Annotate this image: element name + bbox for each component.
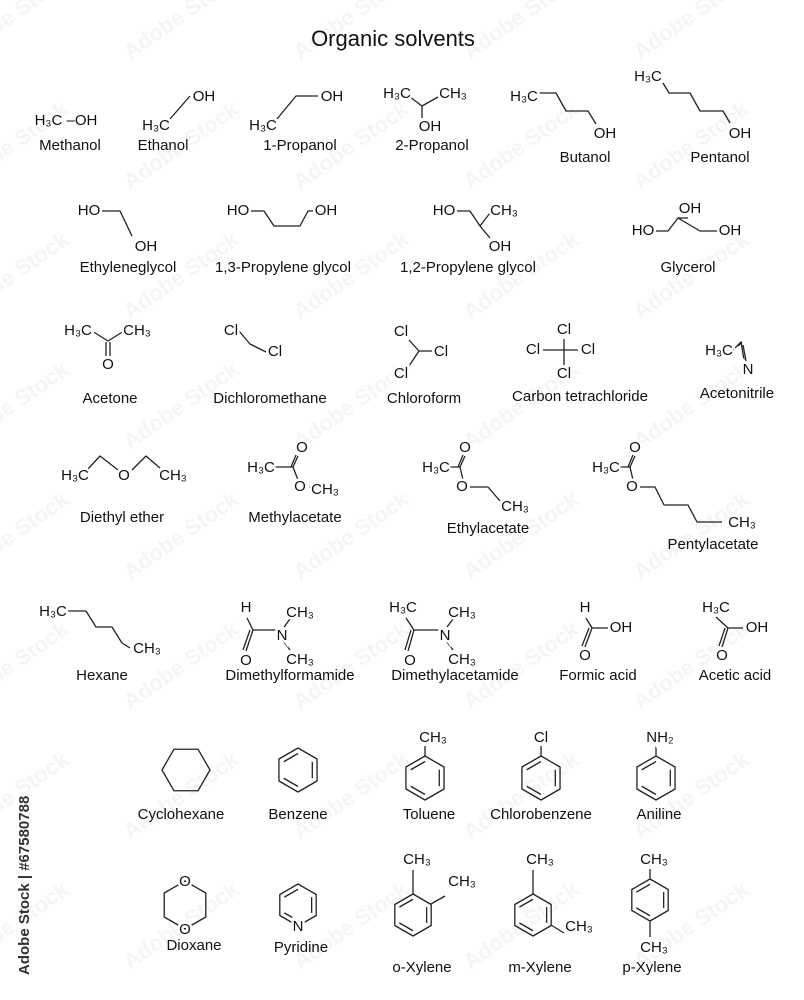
- molecule-name: 2-Propanol: [395, 137, 469, 154]
- watermark-tile: [119, 616, 244, 714]
- watermark-tile: [119, 746, 244, 844]
- bond-lines: [457, 211, 490, 238]
- bond-lines: [239, 331, 266, 352]
- atom-label: CH₃: [439, 85, 467, 102]
- molecule-name: Pyridine: [273, 939, 329, 956]
- atom-label: O: [629, 439, 641, 456]
- molecule-name: 1,3-Propylene glycol: [215, 259, 351, 276]
- atom-label: OH: [488, 238, 512, 255]
- watermark-tile: [0, 746, 74, 844]
- atom-label: HO: [226, 202, 250, 219]
- atom-label: CH₃: [728, 514, 756, 531]
- atom-label: O: [459, 439, 471, 456]
- atom-label: H₃C: [634, 68, 662, 85]
- atom-label: OH: [593, 125, 617, 142]
- atom-label: H₃C: [383, 85, 411, 102]
- watermark-tile: [0, 486, 74, 584]
- molecule-name: Dimethylacetamide: [391, 667, 519, 684]
- molecule-methylacetate: [247, 439, 342, 526]
- molecule-name: Glycerol: [660, 259, 716, 276]
- atom-label: H₃C: [705, 342, 733, 359]
- molecule-benzene: [268, 748, 327, 823]
- atom-label: H₃C: [61, 467, 89, 484]
- bond-lines: [277, 96, 318, 119]
- atom-label: O: [404, 652, 416, 669]
- diagram-title: Organic solvents: [311, 26, 475, 51]
- watermark-tile: [629, 356, 754, 454]
- molecule-name: Chloroform: [386, 390, 462, 407]
- atom-label: CH₃: [490, 202, 518, 219]
- ring: [406, 756, 444, 800]
- bond-lines: [250, 211, 313, 226]
- molecule-diethyl-ether: [61, 456, 187, 526]
- molecule-name: Benzene: [268, 806, 328, 823]
- watermark-tile: [119, 0, 244, 64]
- ring: [637, 756, 675, 800]
- molecule-name: Toluene: [402, 806, 456, 823]
- atom-label: H: [579, 599, 591, 616]
- molecule-name: o-Xylene: [392, 959, 452, 976]
- molecule-name: Pentylacetate: [667, 536, 759, 553]
- atom-label: OH: [718, 222, 742, 239]
- atom-label: O: [626, 478, 638, 495]
- atom-label: Cl: [433, 343, 449, 360]
- molecule-acetone: [64, 322, 151, 407]
- atom-label: NH₂: [646, 729, 674, 746]
- atom-label: H₃C: [592, 459, 620, 476]
- atom-label: CH₃: [403, 851, 431, 868]
- ring: [632, 879, 668, 921]
- atom-label: O: [716, 647, 728, 664]
- atom-label: OH: [320, 88, 344, 105]
- molecule-name: Ethyleneglycol: [79, 259, 177, 276]
- atom-label: CH₃: [448, 873, 476, 890]
- bond-lines: [413, 870, 445, 904]
- atom-label: CH₃: [419, 729, 447, 746]
- molecule-name: 1,2-Propylene glycol: [400, 259, 536, 276]
- molecule-name: Formic acid: [559, 667, 637, 684]
- bond-lines: [68, 611, 130, 648]
- atom-label: N: [439, 627, 451, 644]
- molecule-name: Carbon tetrachloride: [512, 388, 648, 405]
- molecule-chloroform: [387, 323, 461, 407]
- molecule-name: Pentanol: [690, 149, 750, 166]
- bond-lines: [92, 331, 124, 356]
- molecule-name: Cyclohexane: [137, 806, 225, 823]
- atom-label: HO: [432, 202, 456, 219]
- molecule-dimethylformamide: [225, 599, 354, 684]
- molecule-name: 1-Propanol: [263, 137, 337, 154]
- molecule-toluene: [403, 729, 456, 823]
- atom-label: HO: [631, 222, 655, 239]
- molecule-name: Dichloromethane: [213, 390, 327, 407]
- watermark-tile: [0, 356, 74, 454]
- molecule-pyridine: [274, 884, 328, 956]
- atom-label: Cl: [556, 321, 572, 338]
- bond-lines: [410, 97, 438, 118]
- atom-label: H: [240, 599, 252, 616]
- atom-label: OH: [134, 238, 158, 255]
- atom-label: O: [240, 652, 252, 669]
- molecule-name: Hexane: [76, 667, 128, 684]
- watermark-tile: [0, 616, 74, 714]
- watermark-tile: [289, 746, 414, 844]
- atom-label: O: [296, 439, 308, 456]
- molecule-dimethylacetamide: [389, 599, 519, 684]
- bond-lines: [655, 218, 718, 231]
- watermark-tile: [459, 0, 584, 64]
- watermark-tile: [0, 0, 74, 64]
- atom-label: OH: [418, 118, 442, 135]
- ring: [279, 748, 317, 792]
- watermark-tile: [459, 746, 584, 844]
- watermark-tile: [0, 226, 74, 324]
- atom-label: H₃C –OH: [34, 112, 98, 129]
- watermark-tile: [0, 876, 74, 974]
- molecule-aniline: [636, 729, 681, 823]
- atom-label: CH₃: [448, 651, 476, 668]
- atom-label: CH₃: [640, 939, 668, 956]
- atom-label: HO: [77, 202, 101, 219]
- atom-label: OH: [728, 125, 752, 142]
- molecule-name: Methanol: [39, 137, 101, 154]
- atom-label: Cl: [556, 365, 572, 382]
- watermark-tile: [629, 616, 754, 714]
- atom-label: O: [456, 478, 468, 495]
- atom-label: H₃C: [702, 599, 730, 616]
- atom-label: H₃C: [247, 459, 275, 476]
- atom-label: OH: [314, 202, 338, 219]
- atom-label: Cl: [525, 341, 541, 358]
- bond-lines: [102, 211, 132, 236]
- atom-label: OH: [745, 619, 769, 636]
- atom-label: O: [102, 356, 114, 373]
- watermark-tile: [629, 0, 754, 64]
- atom-label: N: [276, 627, 288, 644]
- molecule-name: Dimethylformamide: [225, 667, 355, 684]
- atom-label: Cl: [267, 343, 283, 360]
- atom-label: OH: [609, 619, 633, 636]
- atom-label: O: [118, 467, 130, 484]
- atom-label: H₃C: [422, 459, 450, 476]
- molecule-name: Diethyl ether: [79, 509, 165, 526]
- molecule-name: Aniline: [636, 806, 682, 823]
- molecule-name: p-Xylene: [622, 959, 682, 976]
- atom-label: CH₃: [159, 467, 187, 484]
- molecule-1-2-propylene-glycol: [400, 202, 536, 276]
- atom-label: O: [579, 647, 591, 664]
- atom-label: CH₃: [501, 498, 529, 515]
- atom-label: Cl: [393, 365, 409, 382]
- molecule-name: Ethylacetate: [446, 520, 530, 537]
- atom-label: Cl: [393, 323, 409, 340]
- stock-watermark: Adobe Stock | #67580788: [16, 795, 33, 975]
- molecule-name: Acetone: [82, 390, 138, 407]
- atom-label: O: [179, 921, 191, 938]
- molecule-name: Butanol: [559, 149, 611, 166]
- atom-label: CH₃: [286, 651, 314, 668]
- atom-label: O: [179, 873, 191, 890]
- atom-label: CH₃: [448, 604, 476, 621]
- bond-lines: [582, 618, 608, 647]
- molecule-name: Acetic acid: [698, 667, 772, 684]
- molecule-name: Acetonitrile: [699, 385, 775, 402]
- watermark-tile: [459, 616, 584, 714]
- atom-label: Cl: [223, 322, 239, 339]
- atom-label: H₃C: [142, 117, 170, 134]
- atom-label: H₃C: [510, 88, 538, 105]
- bond-lines: [409, 340, 433, 366]
- molecule-name: Methylacetate: [248, 509, 342, 526]
- molecule-name: Chlorobenzene: [490, 806, 592, 823]
- molecule-ethylacetate: [422, 439, 529, 537]
- atom-label: H₃C: [64, 322, 92, 339]
- bond-lines: [170, 96, 190, 119]
- molecule-ethyleneglycol: [78, 202, 177, 276]
- atom-label: Cl: [533, 729, 549, 746]
- atom-label: H₃C: [389, 599, 417, 616]
- atom-label: CH₃: [286, 604, 314, 621]
- molecule-name: Dioxane: [166, 937, 222, 954]
- atom-label: CH₃: [640, 851, 668, 868]
- watermark-tile: [459, 96, 584, 194]
- atom-label: Cl: [580, 341, 596, 358]
- atom-label: CH₃: [526, 851, 554, 868]
- atom-label: CH₃: [123, 322, 151, 339]
- molecule-carbon-tetrachloride: [512, 321, 648, 405]
- watermark-tile: [119, 486, 244, 584]
- atom-label: H₃C: [39, 603, 67, 620]
- watermark-tile: [629, 96, 754, 194]
- watermark-tile: [289, 486, 414, 584]
- atom-label: CH₃: [133, 640, 161, 657]
- atom-label: H₃C: [249, 117, 277, 134]
- atom-label: CH₃: [565, 918, 593, 935]
- atom-label: OH: [192, 88, 216, 105]
- atom-label: OH: [678, 200, 702, 217]
- atom-label: N: [292, 918, 304, 935]
- atom-label: O: [294, 478, 306, 495]
- molecule-1-propanol: [249, 88, 343, 154]
- atom-label: CH₃: [311, 481, 339, 498]
- molecule-name: m-Xylene: [508, 959, 572, 976]
- molecule-list: [35, 68, 775, 976]
- molecule-name: Ethanol: [137, 137, 189, 154]
- atom-label: N: [742, 361, 754, 378]
